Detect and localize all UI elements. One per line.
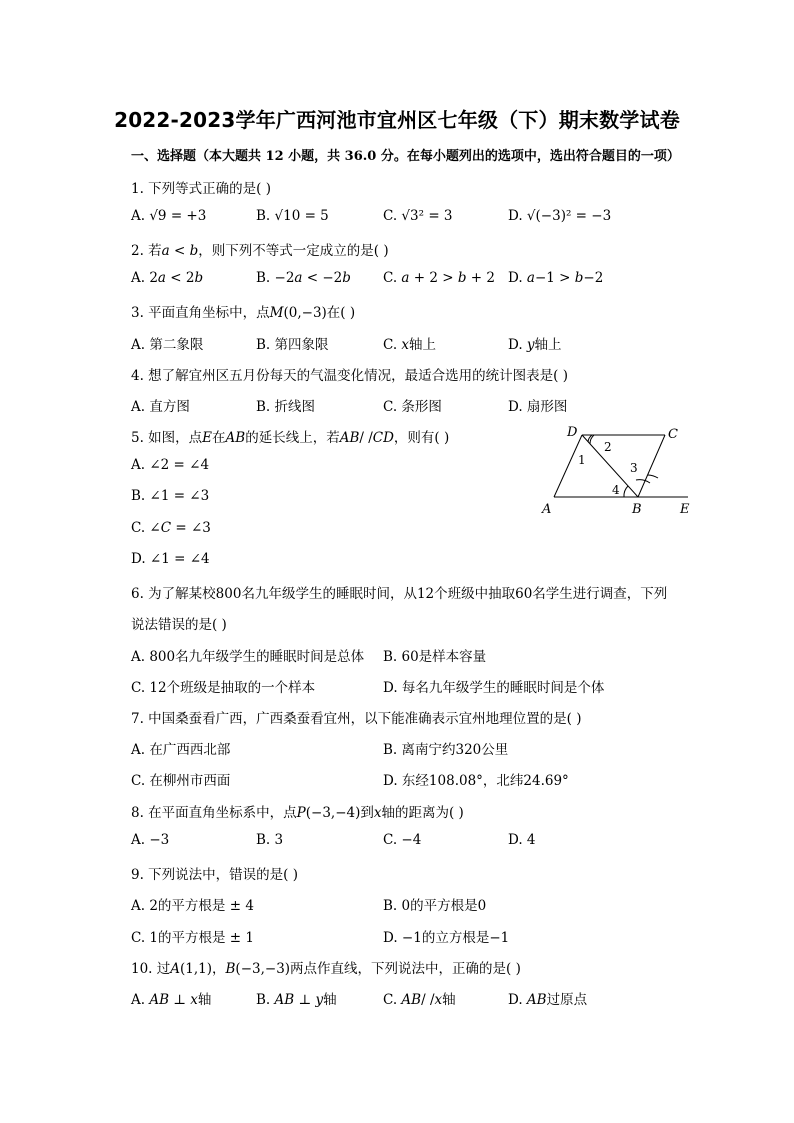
q2-option-a: A. 2𝑎 < 2𝑏	[131, 270, 204, 286]
angle-3-arc	[648, 475, 658, 478]
angle-4-label: 4	[612, 483, 620, 497]
angle-4-arc	[624, 486, 628, 497]
question-5-stem: 5. 如图，点𝐸在𝐴𝐵的延长线上，若𝐴𝐵/ /𝐶𝐷，则有( )	[131, 430, 450, 446]
q10-option-c: C. 𝐴𝐵/ /𝑥轴	[383, 992, 456, 1008]
q3-option-a: A. 第二象限	[131, 337, 204, 353]
q8-option-c: C. −4	[383, 832, 422, 848]
angle-1-label: 1	[578, 453, 586, 467]
q9-option-a: A. 2的平方根是 ± 4	[131, 898, 254, 914]
q6-option-d: D. 每名九年级学生的睡眠时间是个体	[383, 680, 605, 696]
point-a-label: A	[542, 502, 552, 517]
angle-3-label: 3	[630, 461, 638, 475]
parallelogram-figure	[540, 420, 700, 520]
question-2-stem: 2. 若𝑎 < 𝑏，则下列不等式一定成立的是( )	[131, 243, 389, 259]
angle-3-outer-arc	[636, 480, 650, 483]
q7-option-c: C. 在柳州市西面	[131, 773, 231, 789]
point-b-label: B	[632, 502, 642, 517]
point-d-label: D	[567, 425, 578, 440]
point-c-label: C	[668, 427, 678, 442]
point-e-label: E	[680, 502, 690, 517]
q1-option-a: A. √9 = +3	[131, 208, 207, 224]
q4-option-d: D. 扇形图	[508, 399, 568, 415]
q2-option-b: B. −2𝑎 < −2𝑏	[256, 270, 351, 286]
q1-option-c: C. √3² = 3	[383, 208, 453, 224]
q4-option-b: B. 折线图	[256, 399, 316, 415]
question-1-stem: 1. 下列等式正确的是( )	[131, 181, 271, 197]
question-7-stem: 7. 中国桑蚕看广西，广西桑蚕看宜州，以下能准确表示宜州地理位置的是( )	[131, 711, 582, 727]
q9-option-d: D. −1的立方根是−1	[383, 930, 510, 946]
q9-option-b: B. 0的平方根是0	[383, 898, 487, 914]
question-6-stem-cont: 说法错误的是( )	[131, 617, 227, 633]
q3-option-d: D. 𝑦轴上	[508, 337, 562, 353]
question-4-stem: 4. 想了解宜州区五月份每天的气温变化情况，最适合选用的统计图表是( )	[131, 368, 568, 384]
angle-2-label: 2	[604, 440, 612, 454]
q8-option-d: D. 4	[508, 832, 536, 848]
q5-option-a: A. ∠2 = ∠4	[131, 457, 210, 473]
q9-option-c: C. 1的平方根是 ± 1	[131, 930, 255, 946]
q4-option-a: A. 直方图	[131, 399, 190, 415]
q1-option-d: D. √(−3)² = −3	[508, 208, 612, 224]
q2-option-c: C. 𝑎 + 2 > 𝑏 + 2	[383, 270, 495, 286]
q4-option-c: C. 条形图	[383, 399, 442, 415]
question-3-stem: 3. 平面直角坐标中，点𝑀(0,−3)在( )	[131, 305, 356, 321]
q8-option-b: B. 3	[256, 832, 284, 848]
q7-option-b: B. 离南宁约320公里	[383, 742, 509, 758]
q7-option-d: D. 东经108.08°，北纬24.69°	[383, 773, 569, 789]
q5-option-d: D. ∠1 = ∠4	[131, 551, 210, 567]
question-10-stem: 10. 过𝐴(1,1)，𝐵(−3,−3)两点作直线，下列说法中，正确的是( )	[131, 961, 521, 977]
q1-option-b: B. √10 = 5	[256, 208, 329, 224]
line-bc	[638, 435, 665, 497]
q6-option-b: B. 60是样本容量	[383, 649, 487, 665]
q6-option-a: A. 800名九年级学生的睡眠时间是总体	[131, 649, 365, 665]
q3-option-b: B. 第四象限	[256, 337, 329, 353]
q10-option-d: D. 𝐴𝐵过原点	[508, 992, 588, 1008]
page-title: 2022-2023学年广西河池市宜州区七年级（下）期末数学试卷	[114, 108, 680, 132]
q3-option-c: C. 𝑥轴上	[383, 337, 437, 353]
question-9-stem: 9. 下列说法中，错误的是( )	[131, 867, 298, 883]
question-8-stem: 8. 在平面直角坐标系中，点𝑃(−3,−4)到𝑥轴的距离为( )	[131, 805, 464, 821]
q10-option-b: B. 𝐴𝐵 ⊥ 𝑦轴	[256, 992, 337, 1008]
q5-option-c: C. ∠𝐶 = ∠3	[131, 520, 211, 536]
q6-option-c: C. 12个班级是抽取的一个样本	[131, 680, 316, 696]
section-heading: 一、选择题（本大题共 12 小题，共 36.0 分。在每小题列出的选项中，选出符合题目的一项）	[131, 149, 680, 164]
q10-option-a: A. 𝐴𝐵 ⊥ 𝑥轴	[131, 992, 212, 1008]
q7-option-a: A. 在广西西北部	[131, 742, 231, 758]
q8-option-a: A. −3	[131, 832, 170, 848]
question-6-stem: 6. 为了解某校800名九年级学生的睡眠时间，从12个班级中抽取60名学生进行调查，下列	[131, 586, 668, 602]
q2-option-d: D. 𝑎−1 > 𝑏−2	[508, 270, 604, 286]
q5-option-b: B. ∠1 = ∠3	[131, 488, 210, 504]
